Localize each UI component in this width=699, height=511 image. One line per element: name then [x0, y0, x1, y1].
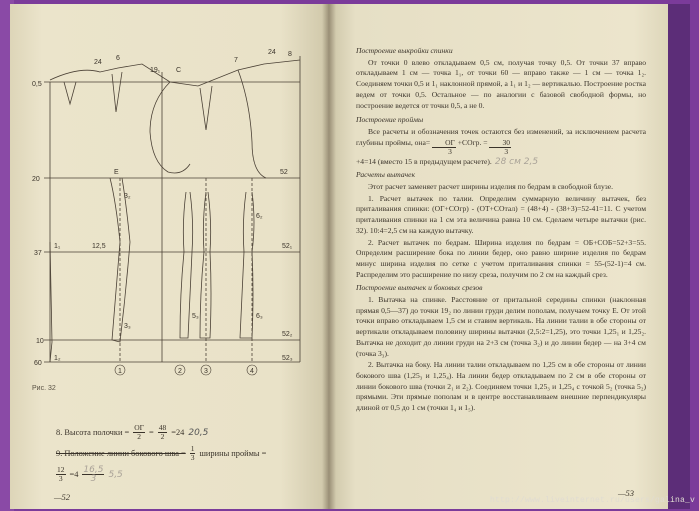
drawing-label-19-1: 19₁ [150, 67, 161, 74]
item-8-handwritten: 20,5 [188, 427, 209, 438]
drawing-label-7: 7 [234, 57, 238, 64]
page-number-right: —53 [618, 488, 635, 498]
item-8-fraction: $\frac{ОГ}{2}$ [134, 423, 145, 441]
drawing-label-12-5: 12,5 [92, 243, 106, 250]
right-page-text [356, 44, 646, 415]
item-9-prefix: 9. Положение линии бокового шва = [56, 448, 186, 458]
drawing-label-52-3: 52₃ [282, 355, 293, 362]
paragraph-waist-darts: 1. Расчет вытачек по талии. Определим суммарную величину вытачек, без приталивания спинки: (ОГ+СОгр) - (ОТ+СОтал) = (48+4) - (38+3)=52-41=11. С учетом приталивания спинки на 1 см эта величина равна 10 см. Сделаем четыре вытачки (рис. 32). 10:4=2,5 см на каждую вытачку. [356, 193, 646, 235]
section-title-armhole: Построение проймы [356, 115, 424, 125]
left-page-text [56, 424, 316, 483]
item-8-result: =24 [171, 427, 185, 437]
drawing-label-1-2: 1₂ [54, 355, 61, 362]
section-title-back-pattern: Построение выкройки спинки [356, 46, 453, 55]
section-text-dart-calc: Этот расчет заменяет расчет ширины изделия по бедрам в свободной блузе. [368, 182, 614, 192]
item-8-prefix: 8. Высота полочки = [56, 427, 130, 437]
armhole-handwritten: 28 см 2,5 [494, 156, 539, 167]
watermark-url: http://www.liveinternet.ru/users/galina_v [489, 496, 695, 505]
figure-caption: Рис. 32 [32, 385, 56, 392]
section-text-back-pattern: От точки 0 влево откладываем 0,5 см, получая точку 0,5. От точки 37 вправо откладываем 1 см — точка 1₁, от точки 60 — вправо также — 1 см — точка 1₂. Соединяем точки 0,5 и 1₁ наклонной прямой, а 1₁ и 1₂ — вертикалью. Построение ростка ведем от точки 0,5. Остальное — по аналогии с базовой свободной формы, но построение ведется от точки 0,5, а не 0. [356, 57, 646, 110]
drawing-label-52-1: 52₁ [282, 243, 293, 250]
drawing-label-5-3: 5₃ [192, 313, 199, 320]
drawing-label-24: 24 [94, 59, 102, 66]
item-9b-handwritten-result: 5,5 [108, 469, 123, 480]
paragraph-side-dart: 2. Вытачка на боку. На линии талии откладываем по 1,25 см в обе стороны от линии бокового шва (1,25₃ и 1,25₄). На линии бедер откладываем по 2 см в обе стороны от линии бокового шва (точки 2₁ и 2₂). Соединяем точки 1,25₃ и 1,25₄ с точкой 5₂ (точка 5₂) прямыми. Эти прямые пополам и в центре восстанавливаем внешние перпендикуляры длиной от 0,5 до 1 см (точки 1₄ и 1₅). [356, 360, 646, 413]
item-9-suffix: ширины проймы = [199, 448, 267, 458]
item-8-fraction-2: $\frac{48}{2}$ [158, 423, 167, 441]
pattern-drawing [30, 42, 312, 382]
drawing-label-circle-3: 3 [204, 368, 208, 375]
paragraph-back-dart: 1. Вытачка на спинке. Расстояние от притальной середины спинки (наклонная прямая 0,5—37) до точки 19₂ по линии груди делим пополам, получаем точку Е. От этой точки вправо откладываем 1,5 см и ставим вертикаль. На линии талии в обе стороны от вертикали откладываем половину ширины вытачки (2,5:2=1,25), это точки 1,25₁ и 1,25₂. Вытачка не доходит до линии груди на 2+3 см (точка 3₂) и до линии бедер — на 3+4 см (точка 3₃). [356, 295, 646, 358]
right-page [328, 4, 668, 509]
armhole-fraction-2: $\frac{30}{3}$ [489, 139, 511, 156]
drawing-label-circle-1: 1 [118, 368, 122, 375]
purple-cover-edge [668, 4, 690, 509]
drawing-label-circle-2: 2 [178, 368, 182, 375]
drawing-label-e: Е [114, 169, 119, 176]
drawing-label-6-2: 6₂ [256, 213, 263, 220]
section-text-armhole: Все расчеты и обозначения точек остаются без изменений, за исключением расчета глубины проймы, она= $\frac{ОГ}{3}$ +СОгр. = $\frac{30}{3}$ [356, 126, 646, 156]
page-number-left: —52 [54, 492, 71, 502]
drawing-label-20: 20 [32, 176, 40, 183]
book-gutter [322, 4, 336, 509]
drawing-label-3-2: 3₂ [124, 193, 131, 200]
drawing-label-37: 37 [34, 250, 42, 257]
item-9b-fraction: $\frac{12}{3}$ [57, 465, 65, 483]
left-page [10, 4, 328, 509]
drawing-label-52-2: 52₂ [282, 331, 293, 338]
item-8: 8. Высота полочки = $\frac{ОГ}{2}$ = $\frac{48}{2}$ =24 20,5 [56, 423, 209, 441]
section-title-dart-construction: Построение вытачек и боковых срезов [356, 283, 483, 293]
drawing-label-1-1: 1₁ [54, 243, 61, 250]
drawing-label-0-5: 0,5 [32, 81, 42, 88]
item-9b-handwritten-fraction: $\frac{16,5}{3}$ [83, 465, 104, 484]
open-book [10, 4, 690, 509]
armhole-fraction: $\frac{ОГ}{3}$ [432, 139, 456, 156]
drawing-label-8: 8 [288, 51, 292, 58]
drawing-label-52: 52 [280, 169, 288, 176]
drawing-label-60: 60 [34, 360, 42, 367]
paragraph-hip-darts: 2. Расчет вытачек по бедрам. Ширина изделия по бедрам = ОБ+СОБ=52+3=55. Определим расширение бока по линии бедер, оно равно ширине изделия по бедрам минус ширина изделия по сетке с учетом приталивания спинки = 55-(52-1)=4 см. Распределим это расширение по низу среза, получим по 2 см на каждый срез. [356, 237, 646, 279]
item-9-continuation: $\frac{12}{3}$ =4 $\frac{16,5}{3}$ 5,5 [57, 465, 123, 484]
drawing-label-3-3: 3₃ [124, 323, 131, 330]
drawing-label-6: 6 [116, 55, 120, 62]
drawing-label-circle-4: 4 [250, 368, 254, 375]
armhole-tail-row: +4=14 (вместо 15 в предыдущем расчете). 28 см 2,5 [356, 156, 539, 167]
item-9-fraction: $\frac{1}{3}$ [190, 444, 195, 462]
item-9 [56, 445, 316, 462]
drawing-label-c: С [176, 67, 182, 74]
section-title-dart-calc: Расчеты вытачек [356, 170, 416, 180]
drawing-label-6-3: 6₃ [256, 313, 263, 320]
drawing-label-10: 10 [36, 338, 44, 345]
drawing-label-top-24: 24 [268, 49, 276, 56]
